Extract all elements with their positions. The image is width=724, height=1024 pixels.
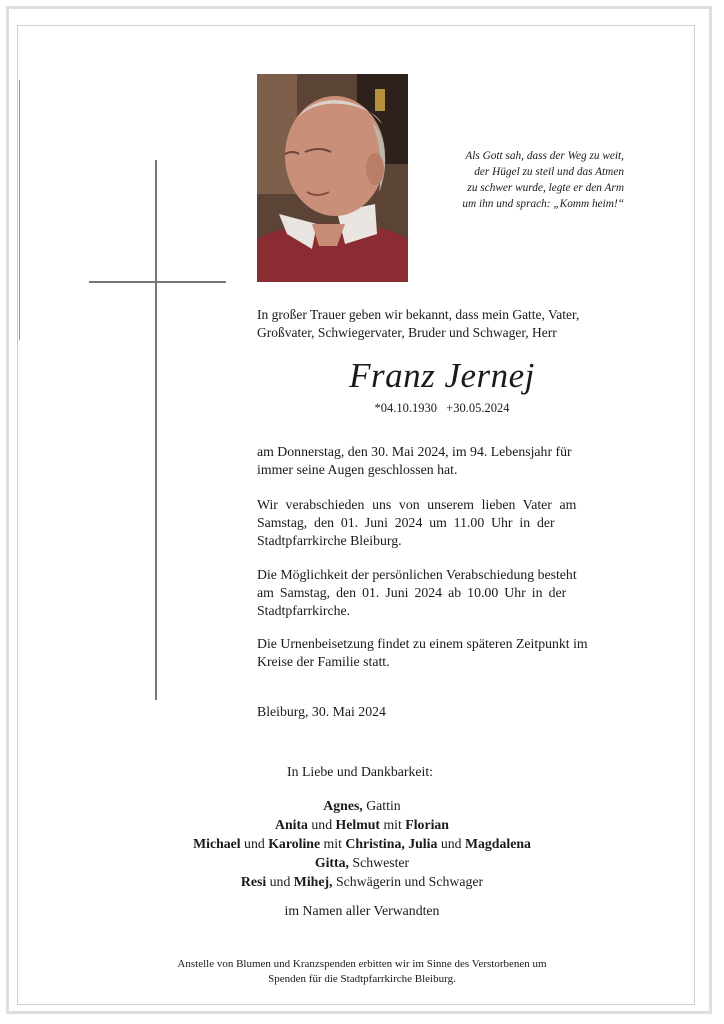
thanks-text: In Liebe und Dankbarkeit:: [287, 764, 433, 779]
place-and-date: Bleiburg, 30. Mai 2024: [257, 704, 386, 719]
family-name: Anita: [274, 817, 308, 832]
portrait-photo: [257, 74, 408, 282]
family-name: Helmut: [335, 817, 380, 832]
text-line: Stadtpfarrkirche.: [257, 603, 351, 618]
footer-line: Spenden für die Stadtpfarrkirche Bleiburg.: [268, 973, 456, 985]
family-line-spouse: [0, 796, 724, 815]
quote-line: zu schwer wurde, legte er den Arm: [467, 182, 624, 194]
text-line: am Donnerstag, den 30. Mai 2024, im 94. Lebensjahr für: [257, 444, 572, 459]
family-line-sister: [0, 853, 724, 872]
family-connector: und: [240, 836, 269, 851]
text-line: am Samstag, den 01. Juni 2024 ab 10.00 Uhr in der: [257, 585, 567, 600]
family-name: Karoline: [268, 836, 321, 851]
family-connector: und: [266, 874, 294, 889]
family-name: Resi: [240, 874, 267, 889]
family-line-children-1: [0, 815, 724, 834]
family-connector: und: [437, 836, 465, 851]
text-line: Die Urnenbeisetzung findet zu einem späteren Zeitpunkt im: [257, 636, 588, 651]
life-dates: [257, 400, 627, 416]
family-line-children-2: [0, 834, 724, 853]
announcement-intro: [257, 306, 637, 342]
family-connector: und: [307, 817, 336, 832]
quote-line: um ihn und sprach: „Komm heim!“: [462, 198, 624, 210]
text-line: Stadtpfarrkirche Bleiburg.: [257, 533, 402, 548]
family-name: Christina, Julia: [345, 836, 438, 851]
paragraph-passing: [257, 443, 625, 479]
text-line: immer seine Augen geschlossen hat.: [257, 462, 458, 477]
closing-line: im Namen aller Verwandten: [284, 903, 440, 918]
cross-horizontal-bar: [89, 281, 226, 283]
left-margin-line: [19, 80, 20, 340]
text-line: Wir verabschieden uns von unserem lieben Vater am: [257, 497, 577, 512]
family-line-in-laws: [0, 872, 724, 891]
intro-line: In großer Trauer geben wir bekannt, dass mein Gatte, Vater,: [257, 307, 580, 322]
family-name: Mihej,: [293, 874, 333, 889]
quote-line: Als Gott sah, dass der Weg zu weit,: [465, 150, 624, 162]
text-line: Die Möglichkeit der persönlichen Verabschiedung besteht: [257, 567, 577, 582]
birth-date: *04.10.1930: [374, 401, 438, 415]
footer-line: Anstelle von Blumen und Kranzspenden erbitten wir im Sinne des Verstorbenen um: [177, 958, 547, 970]
family-relation: Schwägerin und Schwager: [332, 874, 484, 889]
family-connector: mit: [320, 836, 346, 851]
intro-line: Großvater, Schwiegervater, Bruder und Schwager, Herr: [257, 325, 557, 340]
family-relation: Gattin: [362, 798, 401, 813]
memorial-quote: [412, 148, 624, 212]
family-name: Michael: [193, 836, 241, 851]
family-name: Magdalena: [464, 836, 531, 851]
text-line: Kreise der Familie statt.: [257, 654, 390, 669]
paragraph-viewing: [257, 566, 625, 620]
family-connector: mit: [380, 817, 406, 832]
quote-line: der Hügel zu steil und das Atmen: [474, 166, 624, 178]
cross-vertical-bar: [155, 160, 157, 700]
paragraph-burial: [257, 635, 625, 671]
family-relation: Schwester: [348, 855, 410, 870]
family-name: Florian: [405, 817, 449, 832]
family-name: Agnes,: [323, 798, 363, 813]
donation-note: [0, 957, 724, 987]
thanks-heading: [90, 762, 630, 781]
deceased-name: Franz Jernej: [349, 356, 535, 395]
family-name: Gitta,: [314, 855, 349, 870]
text-line: Samstag, den 01. Juni 2024 um 11.00 Uhr in der: [257, 515, 555, 530]
paragraph-farewell: [257, 496, 625, 550]
death-date: +30.05.2024: [446, 401, 510, 415]
